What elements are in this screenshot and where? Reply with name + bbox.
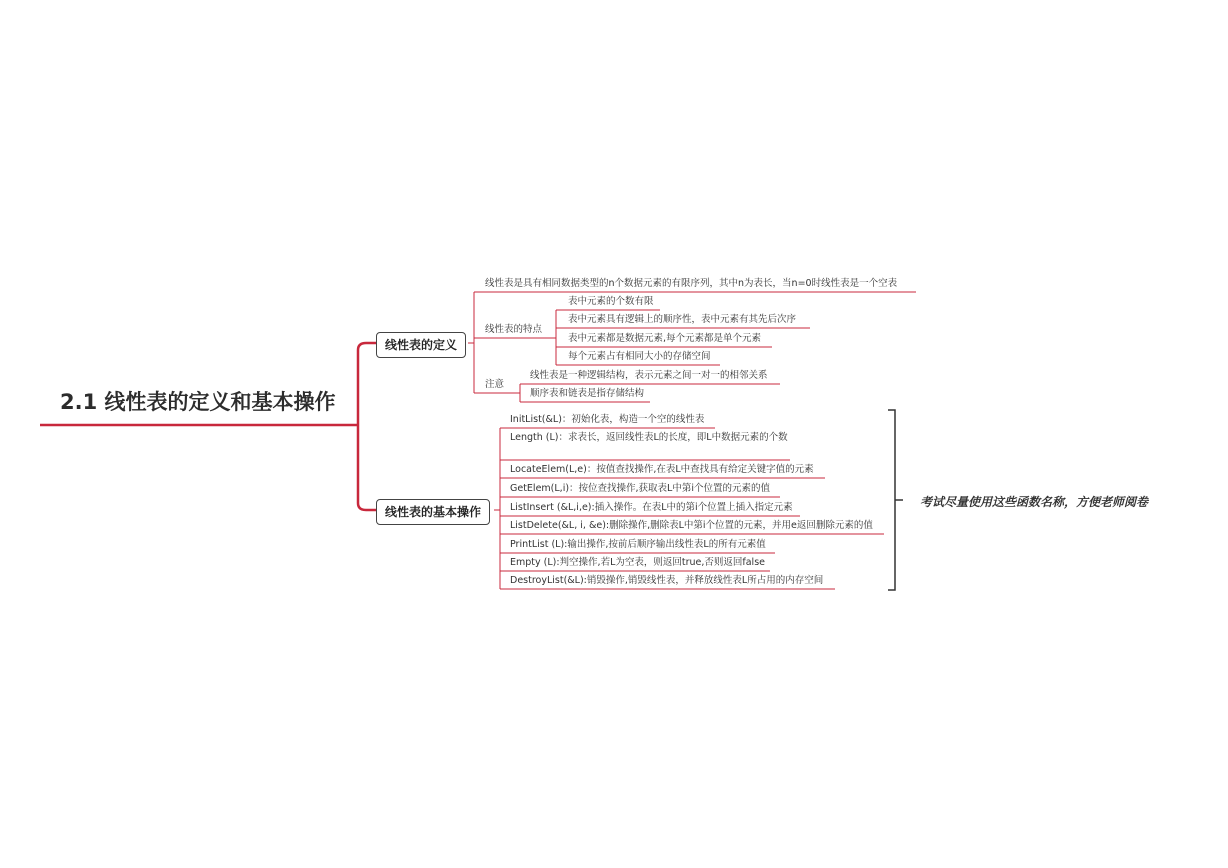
- operation-item: DestroyList(&L):销毁操作,销毁线性表，并释放线性表L所占用的内存空间: [510, 575, 824, 586]
- operation-item: LocateElem(L,e)：按值查找操作,在表L中查找具有给定关键字值的元素: [510, 464, 814, 475]
- branch-definition: 线性表的定义: [376, 332, 466, 358]
- operation-item: Empty (L):判空操作,若L为空表，则返回true,否则返回false: [510, 557, 765, 568]
- feature-item: 表中元素的个数有限: [568, 296, 654, 307]
- branch-basic-operations: 线性表的基本操作: [376, 499, 490, 525]
- note-label: 注意: [485, 379, 505, 390]
- feature-item: 表中元素具有逻辑上的顺序性，表中元素有其先后次序: [568, 314, 797, 325]
- note-item: 顺序表和链表是指存储结构: [530, 388, 645, 399]
- operation-item: Length (L)：求表长，返回线性表L的长度，即L中数据元素的个数: [510, 432, 788, 443]
- root-topic-title: 2.1 线性表的定义和基本操作: [60, 390, 336, 414]
- operation-item: GetElem(L,i)：按位查找操作,获取表L中第i个位置的元素的值: [510, 483, 770, 494]
- feature-item: 表中元素都是数据元素,每个元素都是单个元素: [568, 333, 762, 344]
- feature-item: 每个元素占有相同大小的存储空间: [568, 351, 711, 362]
- operation-item: PrintList (L):输出操作,按前后顺序输出线性表L的所有元素值: [510, 539, 766, 550]
- operation-item: ListDelete(&L, i, &e):删除操作,删除表L中第i个位置的元素，并用e返回删除元素的值: [510, 520, 873, 531]
- note-item: 线性表是一种逻辑结构，表示元素之间一对一的相邻关系: [530, 370, 768, 381]
- operation-item: InitList(&L)：初始化表，构造一个空的线性表: [510, 414, 705, 425]
- definition-text: 线性表是具有相同数据类型的n个数据元素的有限序列，其中n为表长，当n=0时线性表是一个空表: [485, 278, 898, 289]
- operation-item: ListInsert (&L,i,e):插入操作。在表L中的第i个位置上插入指定元素: [510, 502, 793, 513]
- summary-note: 考试尽量使用这些函数名称，方便老师阅卷: [920, 495, 1149, 509]
- features-label: 线性表的特点: [485, 324, 543, 335]
